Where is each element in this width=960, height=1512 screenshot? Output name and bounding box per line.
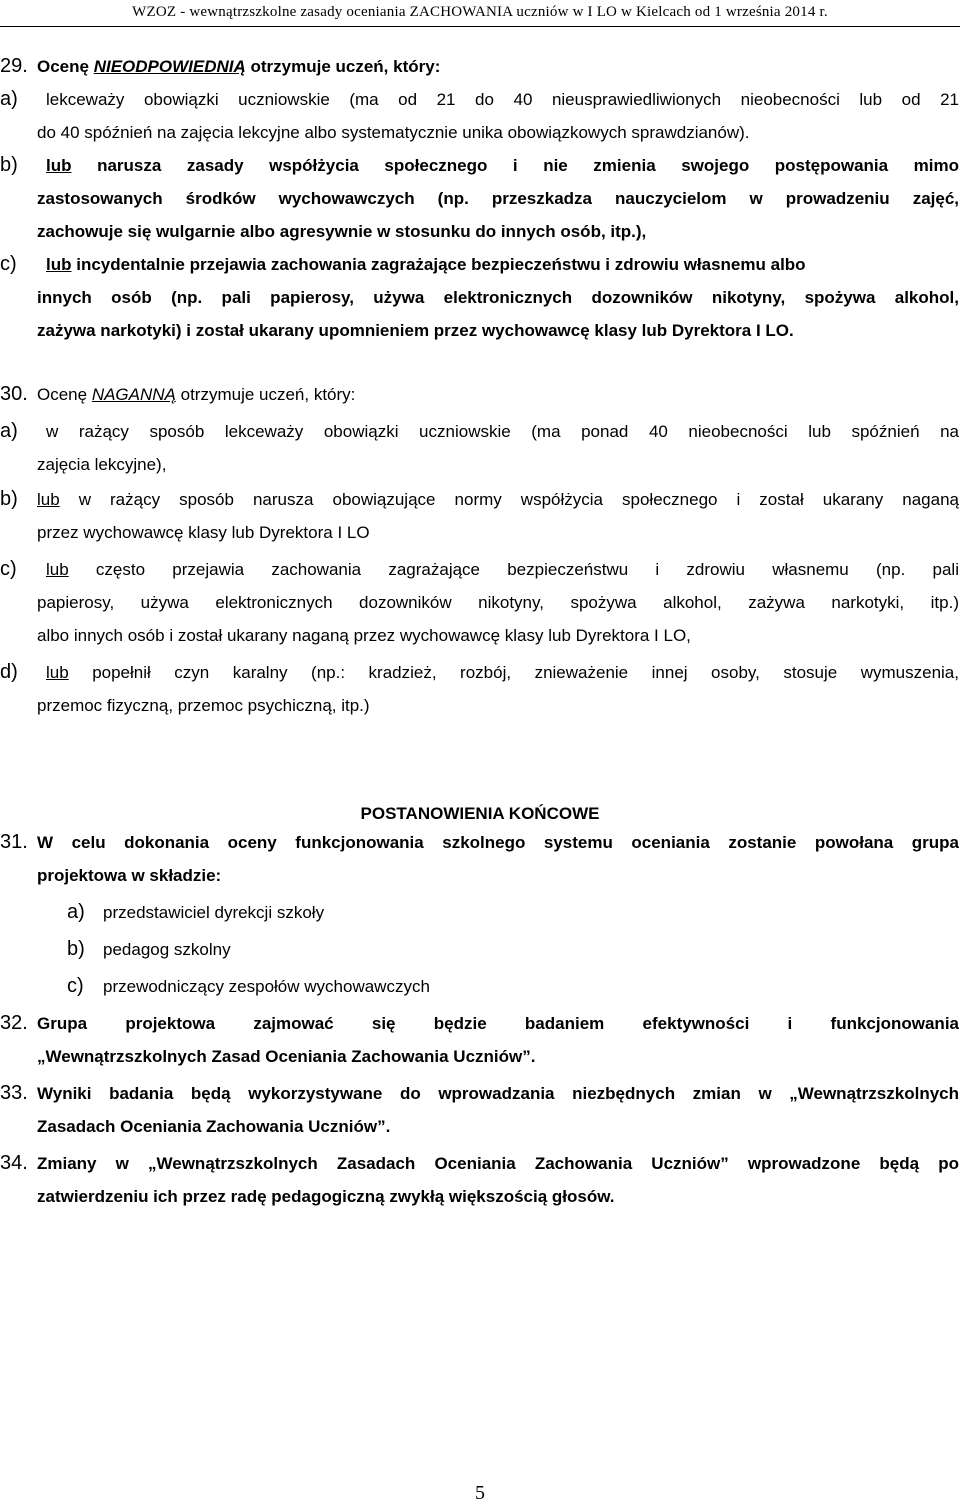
group-member: c) przewodniczący zespołów wychowawczych bbox=[67, 976, 430, 997]
section-number: 32. bbox=[0, 1013, 28, 1034]
item-c-line-3: albo innych osób i został ukarany naganą przez wychowawcę klasy lub Dyrektora I LO, bbox=[37, 626, 691, 645]
item-b-line-3: zachowuje się wulgarnie albo agresywnie w stosunku do innych osób, itp.), bbox=[37, 222, 647, 241]
item-b-line-2: zastosowanych środków wychowawczych (np. przeszkadza nauczycielom w prowadzeniu zajęć, bbox=[37, 189, 959, 208]
item-d-line-2: przemoc fizyczną, przemoc psychiczną, itp.) bbox=[37, 696, 370, 715]
section-32-line-2: „Wewnątrzszkolnych Zasad Oceniania Zachowania Uczniów”. bbox=[37, 1047, 536, 1066]
item-a-line-1: a) lekceważy obowiązki uczniowskie (ma od 21 do 40 nieusprawiedliwionych nieobecności lub od 21 bbox=[0, 89, 959, 110]
header-rule bbox=[0, 26, 960, 27]
section-33-line-2: Zasadach Oceniania Zachowania Uczniów”. bbox=[37, 1117, 391, 1136]
item-c-line-1: c) lub incydentalnie przejawia zachowania zagrażające bezpieczeństwu i zdrowiu własnemu albo bbox=[0, 254, 806, 275]
page-number: 5 bbox=[475, 1482, 485, 1504]
item-a-line-1: a) w rażący sposób lekceważy obowiązki uczniowskie (ma ponad 40 nieobecności lub spóźnień na bbox=[0, 421, 959, 442]
item-a-line-2: do 40 spóźnień na zajęcia lekcyjne albo systematycznie unika obowiązkowych sprawdzianów). bbox=[37, 123, 750, 142]
section-34-line-2: zatwierdzeniu ich przez radę pedagogiczną zwykłą większością głosów. bbox=[37, 1187, 615, 1206]
running-header bbox=[0, 4, 960, 21]
item-d-line-1: d) lub popełnił czyn karalny (np.: kradzież, rozbój, znieważenie innej osoby, stosuje wymuszenia, bbox=[0, 662, 959, 683]
lub-label: lub bbox=[46, 156, 72, 175]
grade-name: NIEODPOWIEDNIĄ bbox=[93, 57, 246, 76]
section-29 bbox=[0, 56, 959, 341]
section-number: 31. bbox=[0, 832, 28, 853]
item-b-line-2: przez wychowawcę klasy lub Dyrektora I LO bbox=[37, 523, 370, 542]
item-c-line-1: c) lub często przejawia zachowania zagrażające bezpieczeństwu i zdrowiu własnemu (np. pali bbox=[0, 559, 959, 580]
section-34-line-1: 34. Zmiany w „Wewnątrzszkolnych Zasadach Oceniania Zachowania Uczniów” wprowadzone będą po bbox=[0, 1153, 959, 1174]
section-30 bbox=[0, 384, 959, 716]
section-32 bbox=[0, 1013, 959, 1067]
item-c-line-2: innych osób (np. pali papierosy, używa elektronicznych dozowników nikotyny, spożywa alkohol, bbox=[37, 288, 959, 307]
item-c-line-3: zażywa narkotyki) i został ukarany upomnieniem przez wychowawcę klasy lub Dyrektora I LO. bbox=[37, 321, 794, 340]
section-33-line-1: 33. Wyniki badania będą wykorzystywane do wprowadzania niezbędnych zmian w „Wewnątrzszkolnych bbox=[0, 1083, 959, 1104]
final-provisions-title: POSTANOWIENIA KOŃCOWE bbox=[360, 804, 600, 823]
item-b-line-1: b) lub narusza zasady współżycia społecznego i nie zmienia swojego postępowania mimo bbox=[0, 155, 959, 176]
section-number: 33. bbox=[0, 1083, 28, 1104]
section-number: 29. bbox=[0, 56, 28, 77]
item-b-line-1: b) lub w rażący sposób narusza obowiązujące normy współżycia społecznego i został ukarany naganą bbox=[0, 489, 959, 510]
document-body bbox=[0, 56, 959, 1207]
section-31 bbox=[0, 832, 959, 997]
section-30-heading: 30. Ocenę NAGANNĄ otrzymuje uczeń, który: bbox=[0, 384, 356, 405]
item-marker: a) bbox=[0, 89, 18, 110]
item-a-line-2: zajęcia lekcyjne), bbox=[37, 455, 167, 474]
group-member: b) pedagog szkolny bbox=[67, 939, 231, 960]
section-33 bbox=[0, 1083, 959, 1137]
section-31-line-1: 31. W celu dokonania oceny funkcjonowania szkolnego systemu oceniania zostanie powołana grupa bbox=[0, 832, 959, 853]
header-text: WZOZ - wewnątrzszkolne zasady oceniania ZACHOWANIA uczniów w I LO w Kielcach od 1 września 2014 r. bbox=[132, 4, 828, 20]
section-29-heading: 29. Ocenę NIEODPOWIEDNIĄ otrzymuje uczeń, który: bbox=[0, 56, 441, 77]
grade-name: NAGANNĄ bbox=[91, 385, 176, 404]
section-34 bbox=[0, 1153, 959, 1207]
group-member: a) przedstawiciel dyrekcji szkoły bbox=[67, 902, 325, 923]
item-c-line-2: papierosy, używa elektronicznych dozowników nikotyny, spożywa alkohol, zażywa narkotyki, itp.) bbox=[37, 593, 959, 612]
section-number: 34. bbox=[0, 1153, 28, 1174]
section-31-line-2: projektowa w składzie: bbox=[37, 866, 222, 885]
section-number: 30. bbox=[0, 384, 28, 405]
section-32-line-1: 32. Grupa projektowa zajmować się będzie badaniem efektywności i funkcjonowania bbox=[0, 1013, 959, 1034]
